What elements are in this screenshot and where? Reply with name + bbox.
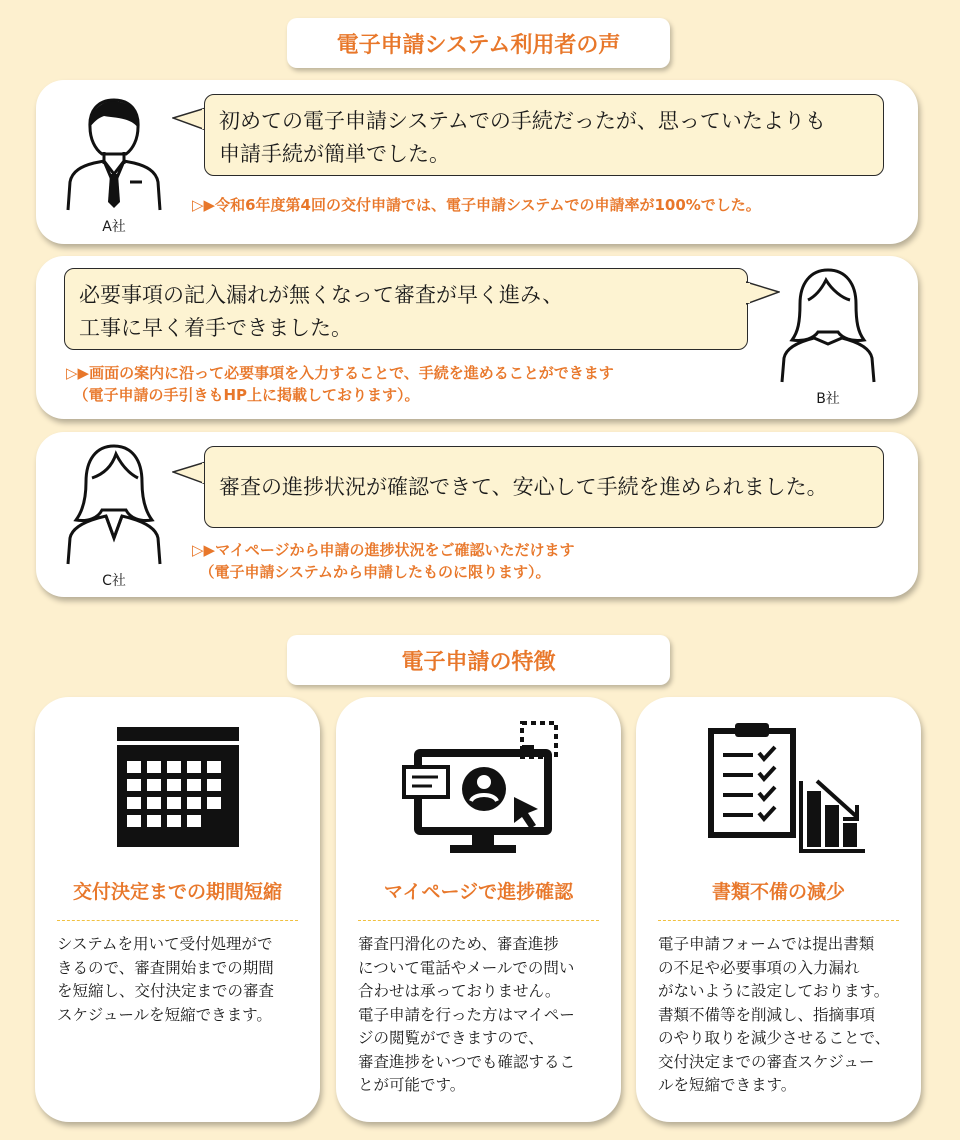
businesswoman-icon: [64, 442, 164, 566]
comment-bubble-a: 初めての電子申請システムでの手続だったが、思っていたよりも 申請手続が簡単でした。: [204, 94, 884, 176]
note-b: ▷▶画面の案内に沿って必要事項を入力することで、手続を進めることができます （電子申請の手引きもHP上に掲載しております）。: [66, 364, 614, 404]
woman-icon: [778, 266, 878, 384]
feature-card-mypage: [336, 697, 621, 1122]
feature-body: 審査円滑化のため、審査進捗 について電話やメールでの問い 合わせは承っておりません。 電子申請を行った方はマイペー ジの閲覧ができますので、 審査進捗をいつでも確認するこ とが可能です。: [358, 935, 576, 1094]
feature-title: 交付決定までの期間短縮: [72, 881, 282, 903]
section-title-features: 電子申請の特徴: [287, 635, 670, 685]
voice-card-a: [36, 80, 918, 244]
section-title-voices: 電子申請システム利用者の声: [287, 18, 670, 68]
company-label-b: B社: [816, 391, 840, 407]
company-label-a: A社: [102, 219, 126, 235]
feature-title: 書類不備の減少: [711, 881, 845, 903]
company-label-c: C社: [102, 573, 126, 589]
note-a: ▷▶令和6年度第4回の交付申請では、電子申請システムでの申請率が100%でした。: [192, 196, 761, 214]
businessman-icon: [64, 94, 164, 212]
bubble-tail: [172, 104, 206, 134]
bubble-tail: [746, 278, 780, 308]
feature-body: システムを用いて受付処理がで きるので、審査開始までの期間 を短縮し、交付決定までの審査 スケジュールを短縮できます。: [57, 935, 275, 1024]
monitor-user-icon: [394, 719, 564, 854]
checklist-decrease-icon: [689, 719, 869, 859]
feature-card-speed: [35, 697, 320, 1122]
feature-title: マイページで進捗確認: [383, 881, 574, 903]
feature-body: 電子申請フォームでは提出書類 の不足や必要事項の入力漏れ がないように設定しております。 書類不備等を削減し、指摘事項 のやり取りを減少させることで、 交付決定までの審査スケジュー ルを短縮できます。: [658, 935, 891, 1094]
divider: [358, 920, 599, 921]
divider: [658, 920, 899, 921]
bubble-tail: [172, 458, 206, 488]
note-c: ▷▶マイページから申請の進捗状況をご確認いただけます （電子申請システムから申請したものに限ります）。: [192, 541, 575, 581]
comment-bubble-b: 必要事項の記入漏れが無くなって審査が早く進み、 工事に早く着手できました。: [64, 268, 748, 350]
divider: [57, 920, 298, 921]
calendar-icon: [113, 719, 243, 849]
comment-bubble-c: 審査の進捗状況が確認できて、安心して手続を進められました。: [204, 446, 884, 528]
voice-card-c: [36, 432, 918, 597]
feature-card-fewer-errors: [636, 697, 921, 1122]
voice-card-b: [36, 256, 918, 419]
